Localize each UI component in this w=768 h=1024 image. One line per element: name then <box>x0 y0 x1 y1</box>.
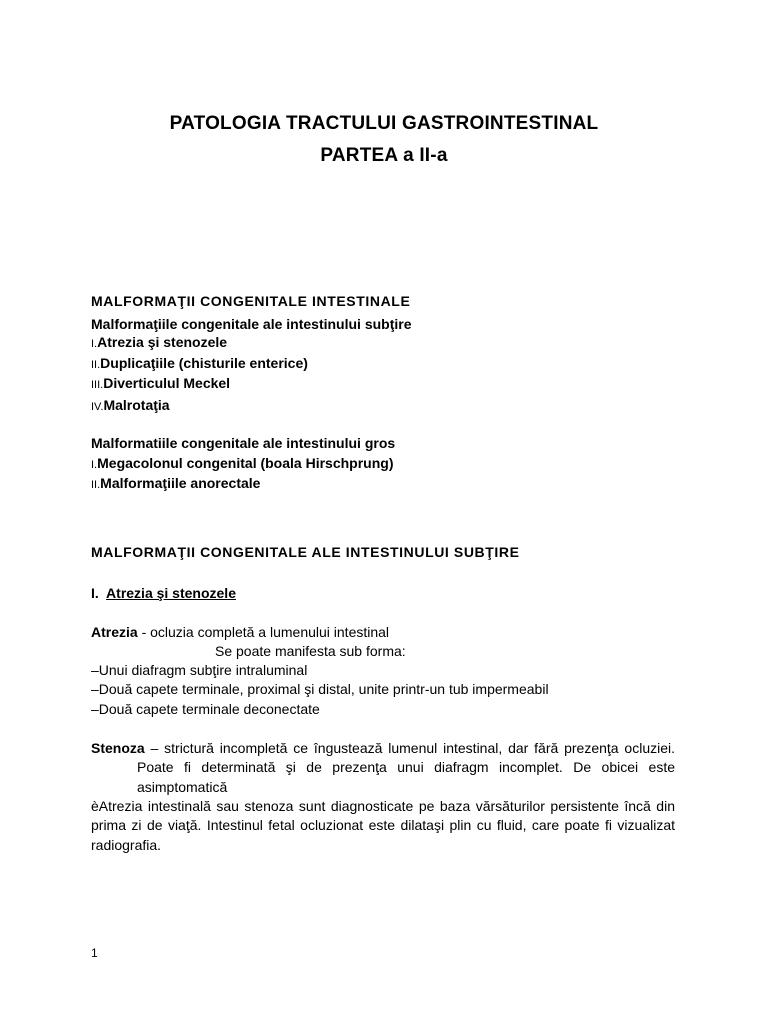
list-item: –Două capete terminale, proximal şi distal, unite printr-un tub impermeabil <box>91 681 549 697</box>
list-item <box>91 355 308 371</box>
document-title: PATOLOGIA TRACTULUI GASTROINTESTINAL <box>169 113 599 134</box>
document-subtitle: PARTEA a II-a <box>320 145 448 166</box>
list-item-number: III. <box>91 379 104 391</box>
list-item-number: I. <box>91 459 98 471</box>
stenoza-definition-text: – strictură incompletă ce îngustează lumenul intestinal, dar fără prezenţa ocluziei. Poate fi determinată şi de prezenţa unui diafragm incomplet. De obicei este asimptomatică <box>137 740 675 795</box>
section-heading-intestinal-malformations: MALFORMAŢII CONGENITALE INTESTINALE <box>91 293 411 309</box>
list-item-number: II. <box>91 359 101 371</box>
list-item <box>91 397 170 413</box>
atrezia-definition-text: - ocluzia completă a lumenului intestinal <box>137 624 390 640</box>
list-item <box>91 455 393 471</box>
term-atrezia: Atrezia <box>91 624 138 640</box>
small-intestine-heading: Malformaţiile congenitale ale intestinului subţire <box>91 316 412 332</box>
list-item-text: Malrotaţia <box>103 397 170 413</box>
list-item <box>91 334 227 350</box>
list-item <box>91 475 260 491</box>
list-item-text: Diverticulul Meckel <box>103 375 231 391</box>
list-item <box>91 375 230 391</box>
section-heading-small-intestine-malformations: MALFORMAŢII CONGENITALE ALE INTESTINULUI SUBŢIRE <box>91 544 520 560</box>
list-item-number: II. <box>91 479 101 491</box>
stenoza-definition <box>91 739 675 797</box>
list-item-text: Atrezia şi stenozele <box>97 334 228 350</box>
large-intestine-heading: Malformatiile congenitale ale intestinului gros <box>91 435 396 451</box>
page-number: 1 <box>91 946 98 960</box>
list-item-text: Megacolonul congenital (boala Hirschprung) <box>97 455 394 471</box>
closing-paragraph: èAtrezia intestinală sau stenoza sunt diagnosticate pe baza vărsăturilor persistente încă din prima zi de viaţă. Intestinul fetal ocluzionat este dilataşi plin cu fluid, care poate fi vizualizat radiografia. <box>91 798 675 853</box>
list-item-number: I. <box>91 338 98 350</box>
list-item-text: Malformaţiile anorectale <box>100 475 261 491</box>
list-item-text: Duplicaţiile (chisturile enterice) <box>100 355 308 371</box>
list-item-number: IV. <box>91 401 104 413</box>
atrezia-definition <box>91 624 389 640</box>
subsection-heading <box>91 585 236 601</box>
subsection-number: I. <box>91 585 99 601</box>
forms-intro: Se poate manifesta sub forma: <box>215 643 406 659</box>
list-item: –Unui diafragm subţire intraluminal <box>91 662 308 678</box>
term-stenoza: Stenoza <box>91 740 145 756</box>
subsection-title: Atrezia şi stenozele <box>106 585 236 601</box>
list-item: –Două capete terminale deconectate <box>91 701 320 717</box>
